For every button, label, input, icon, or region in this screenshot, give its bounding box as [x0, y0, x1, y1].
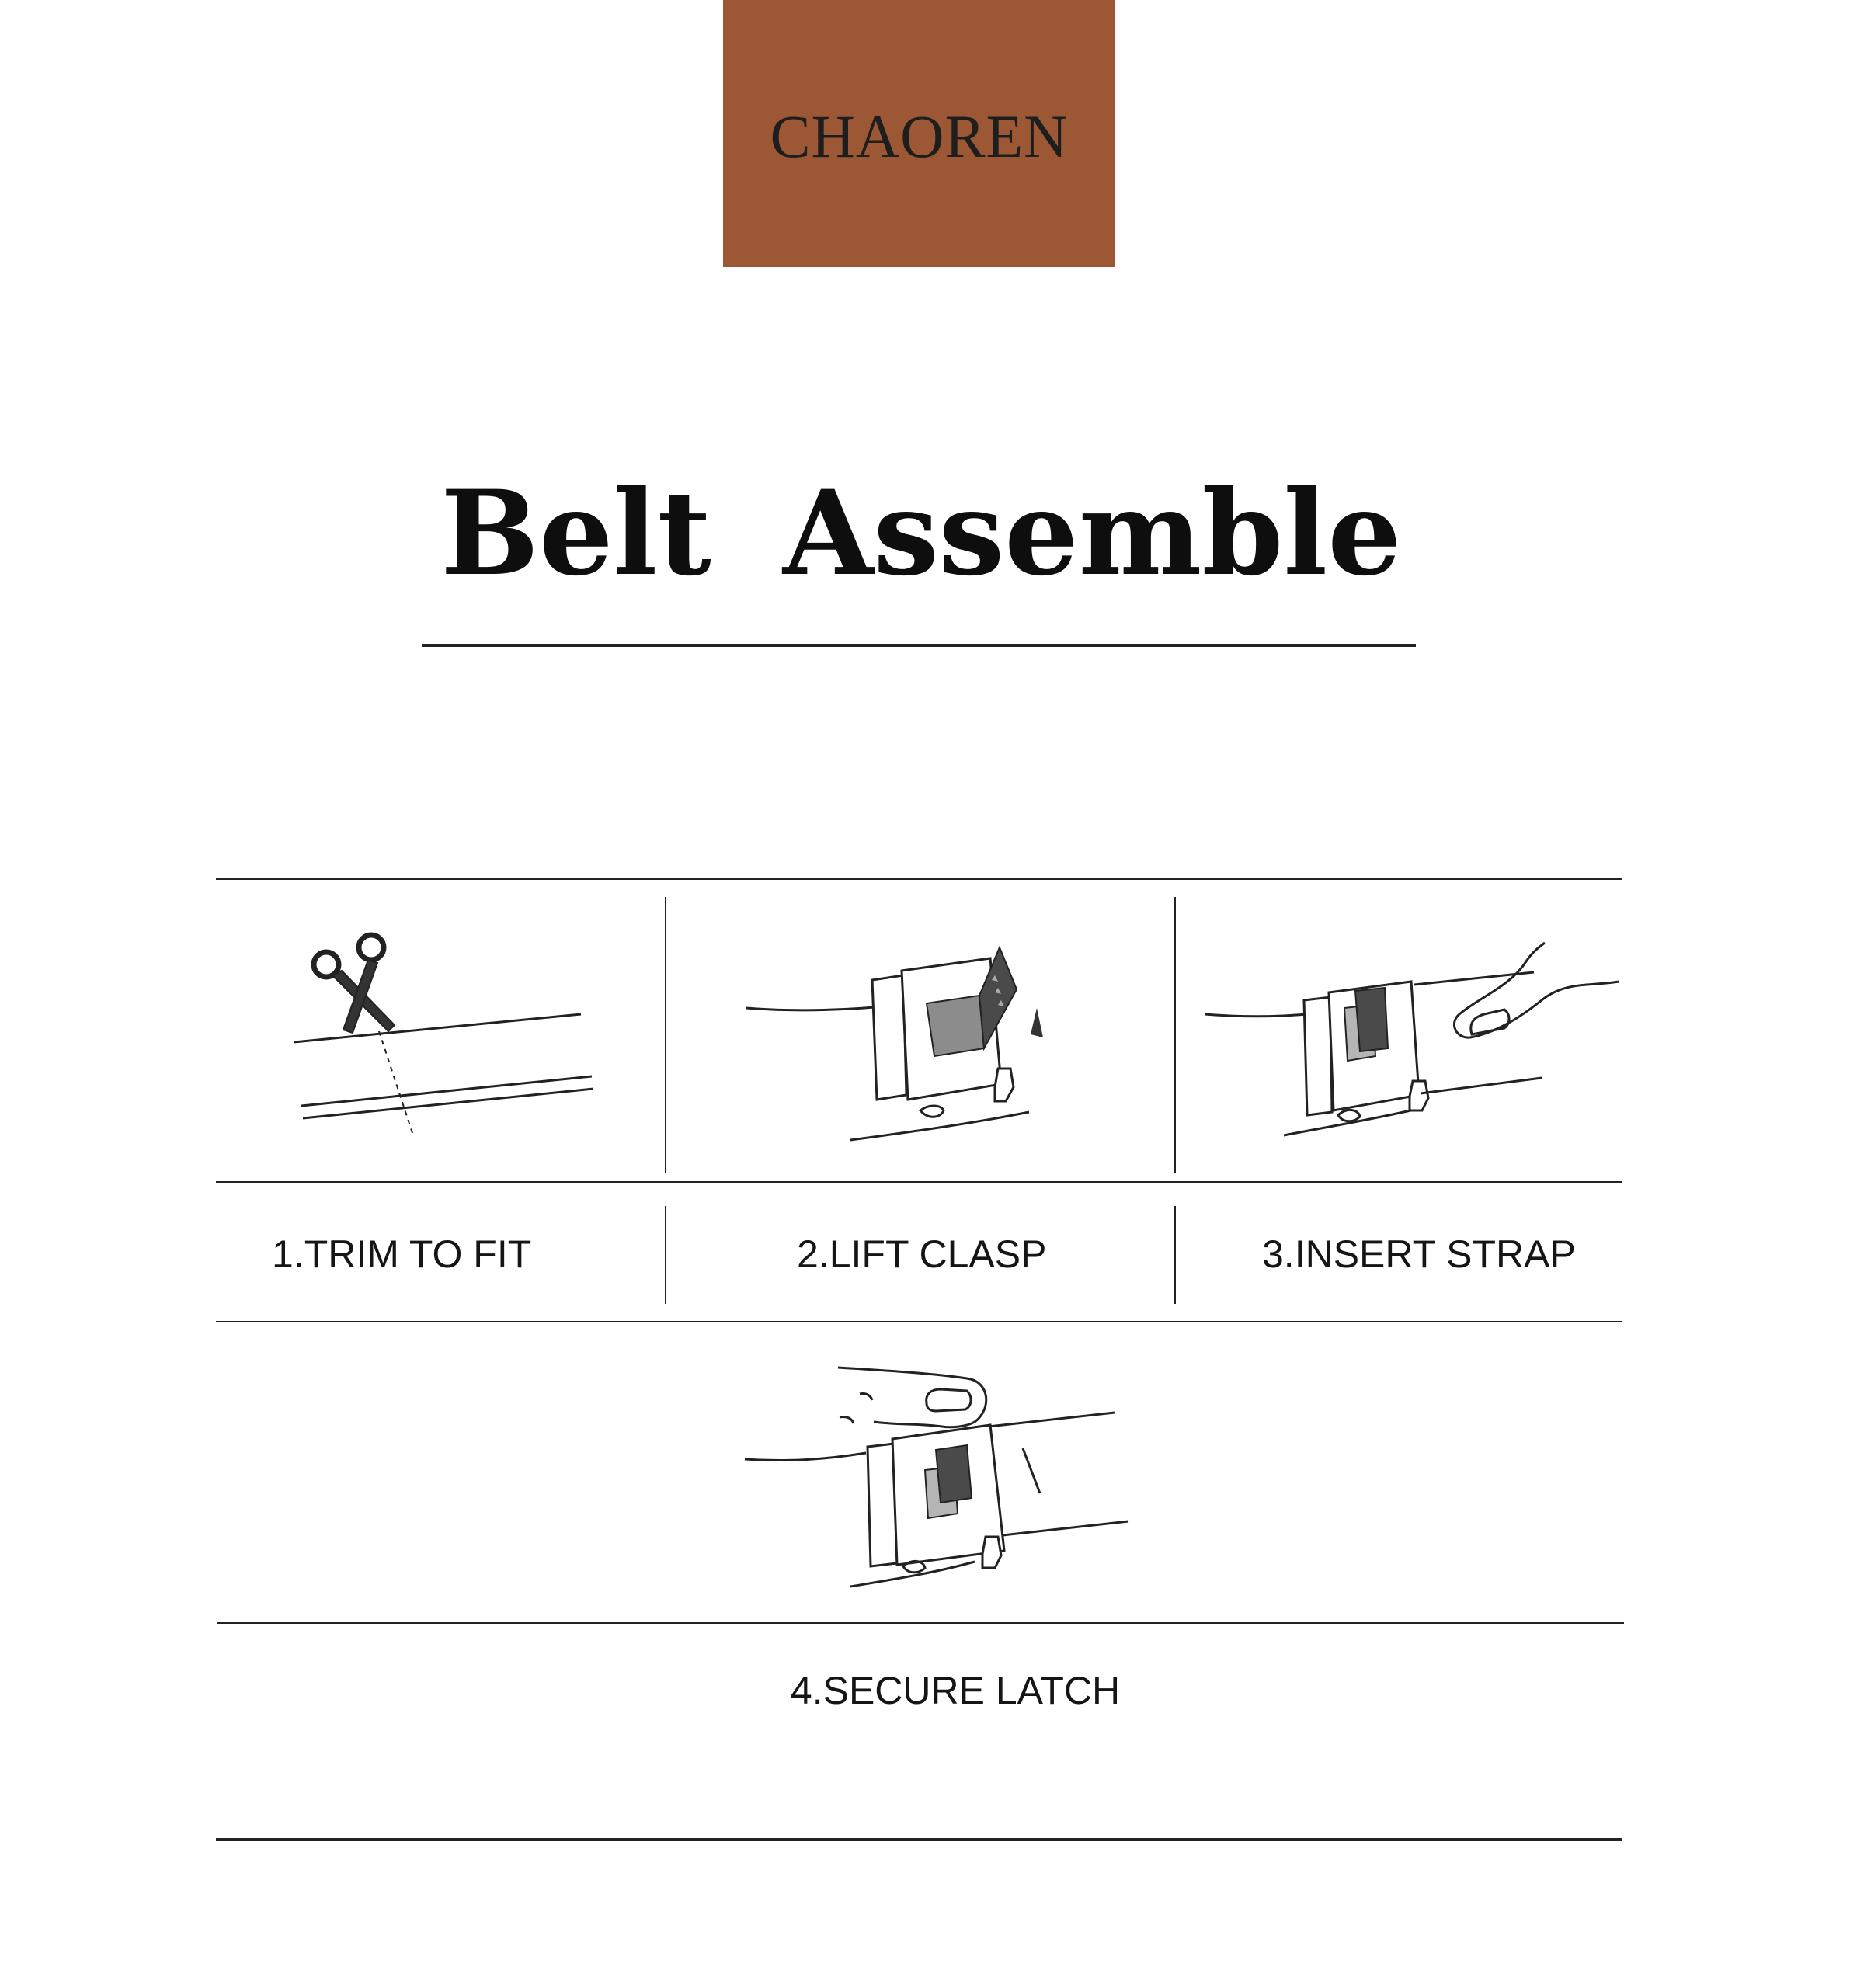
step-3-label: 3.INSERT STRAP — [1262, 1232, 1576, 1276]
label-divider-1 — [665, 1206, 666, 1304]
scissors-icon — [287, 924, 614, 1142]
secure-latch-icon — [742, 1355, 1130, 1596]
steps-top-divider — [216, 878, 1622, 880]
page-title: Belt Assemble — [440, 465, 1402, 602]
title-underline — [422, 644, 1416, 647]
brand-logo-box — [723, 0, 1115, 267]
insert-strap-icon — [1200, 932, 1619, 1149]
step-1-label: 1.TRIM TO FIT — [272, 1232, 532, 1276]
label-divider-2 — [1174, 1206, 1176, 1304]
steps-image-label-divider — [216, 1181, 1622, 1183]
bottom-divider — [216, 1838, 1622, 1841]
step-2-label: 2.LIFT CLASP — [797, 1232, 1047, 1276]
lift-clasp-icon — [742, 932, 1076, 1149]
column-divider-1 — [665, 897, 666, 1173]
step-4-label: 4.SECURE LATCH — [790, 1669, 1121, 1712]
step4-image-label-divider — [217, 1622, 1624, 1624]
steps-label-bottom-divider — [216, 1321, 1622, 1322]
brand-name: CHAOREN — [770, 103, 1069, 170]
column-divider-2 — [1174, 897, 1176, 1173]
